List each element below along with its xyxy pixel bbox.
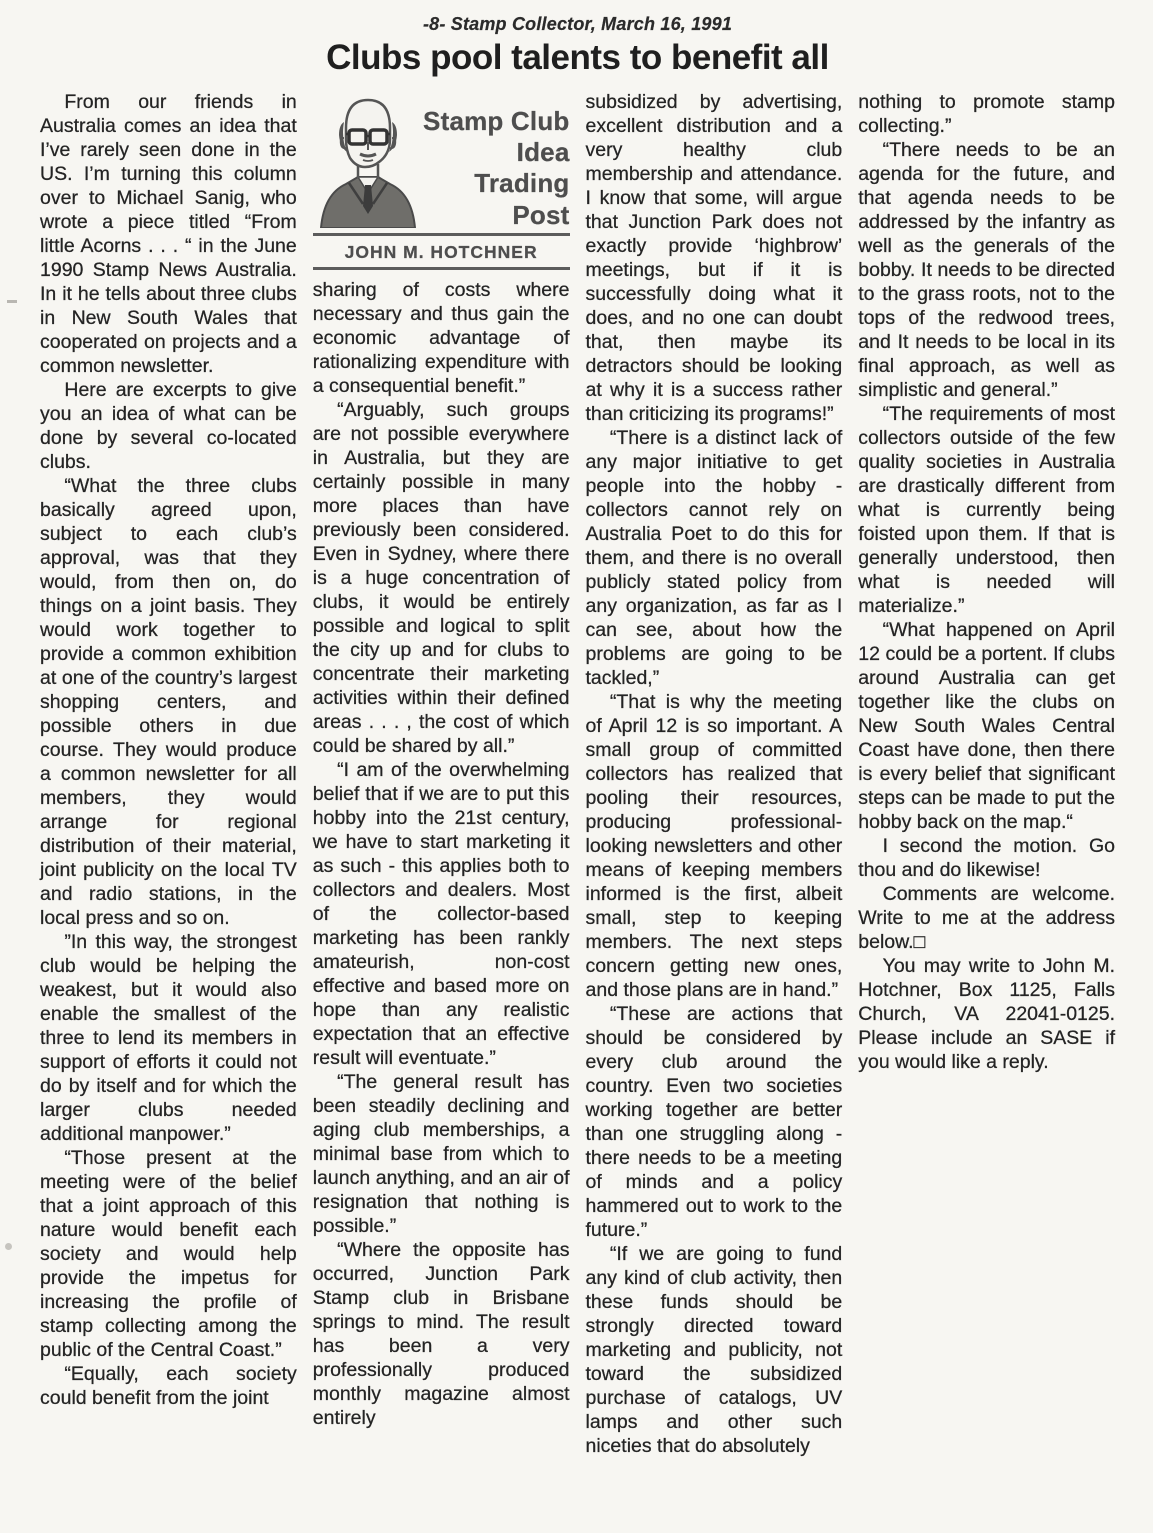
article-paragraph: I second the motion. Go thou and do likewise! — [858, 835, 1115, 881]
article-paragraph: “Where the opposite has occurred, Junction Park Stamp club in Brisbane springs to mind. The result has been a very professionally produced monthly magazine almost entirely — [312, 1238, 570, 1429]
scan-speck — [5, 1243, 12, 1250]
article-column-4 — [858, 90, 1115, 1458]
article-paragraph: Comments are welcome. Write to me at the address below.□ — [858, 883, 1115, 953]
logo-rule-top — [313, 233, 570, 236]
article-paragraph: “Equally, each society could benefit from the joint — [40, 1363, 297, 1409]
page-header: -8- Stamp Collector, March 16, 1991 — [422, 14, 733, 34]
logo-title — [423, 92, 570, 231]
article-column-1 — [40, 90, 297, 1458]
article-paragraph: “Those present at the meeting were of the belief that a joint approach of this nature would benefit each society and would help provide the impetus for increasing the profile of stamp collecting among the public of the Central Coast.” — [40, 1147, 297, 1361]
article-paragraph: “If we are going to fund any kind of club activity, then these funds should be strongly directed toward marketing and publicity, not toward the subsidized purchase of catalogs, UV lamps and other such niceties that do absolutely — [585, 1243, 843, 1457]
article-paragraph: “Arguably, such groups are not possible everywhere in Australia, but they are certainly possible in many more places than have previously been considered. Even in Sydney, where there is a huge concentration of clubs, it would be entirely possible and logical to split the city up and for clubs to concentrate their marketing activities within their defined areas . . . , the cost of which could be shared by all.” — [312, 398, 570, 757]
article-paragraph: “I am of the overwhelming belief that if we are to put this hobby into the 21st century, we have to start marketing it as such - this applies both to collectors and dealers. Most of the collector-based marketing has been rankly amateurish, non-cost effective and based more on hope than any realistic expectation that an effective result will eventuate.” — [312, 758, 570, 1069]
article-paragraph: sharing of costs where necessary and thus gain the economic advantage of rationalizing expenditure with a consequential benefit.” — [312, 278, 570, 397]
column-logo — [313, 92, 570, 270]
article-paragraph: nothing to promote stamp collecting.” — [858, 91, 1115, 137]
article-paragraph: “What the three clubs basically agreed upon, subject to each club’s approval, was that they would, from then on, do things on a joint basis. They would work together to provide a common exhibition at one of the country’s largest shopping centers, and possible others in due course. They would produce a common newsletter for all members, they would arrange for regional distribution of their material, joint publicity on the local TV and radio stations, in the local press and so on. — [40, 475, 297, 929]
article-column-2 — [313, 90, 570, 1458]
article-paragraph: subsidized by advertising, excellent distribution and a very healthy club membership and attendance. I know that some, will argue that Junction Park does not exactly provide ‘highbrow’ meetings, but if it is successfully doing what it does, and no one can doubt that, then maybe its detractors should be looking at why it is a success rather than criticizing its programs!” — [585, 91, 843, 425]
logo-title-line-4: Post — [512, 199, 570, 230]
logo-top — [313, 92, 570, 231]
author-portrait-icon — [313, 92, 423, 228]
article-paragraph: “The general result has been steadily declining and aging club memberships, a minimal base from which to launch anything, and an air of resignation that nothing is possible.” — [312, 1070, 570, 1237]
article-paragraph: Here are excerpts to give you an idea of what can be done by several co-located clubs. — [40, 379, 297, 473]
article-paragraph: “There is a distinct lack of any major initiative to get people into the hobby - collectors cannot rely on Australia Poet to do this for them, and there is no overall publicly stated policy from any organization, as far as I can see, about how the problems are going to be tackled,” — [585, 427, 843, 689]
article-paragraph: “There needs to be an agenda for the future, and that agenda needs to be addressed by the infantry as well as the generals of the bobby. It needs to be directed to the grass roots, not to the tops of the redwood trees, and It needs to be local in its final approach, as well as simplistic and general.” — [858, 139, 1115, 401]
article-paragraph: You may write to John M. Hotchner, Box 1125, Falls Church, VA 22041-0125. Please include an SASE if you would like a reply. — [858, 955, 1115, 1073]
logo-title-line-3: Trading — [474, 168, 570, 199]
article-column-3 — [586, 90, 843, 1458]
article-paragraph: “What happened on April 12 could be a portent. If clubs around Australia can get together like the clubs on New South Wales Central Coast have done, then there is every belief that significant steps can be made to put the hobby back on the map.“ — [858, 619, 1115, 833]
article-paragraph: “These are actions that should be considered by every club around the country. Even two societies working together are better than one struggling along - there needs to be a meeting of minds and a policy hammered out to work to the future.” — [585, 1003, 843, 1241]
article-paragraph: “That is why the meeting of April 12 is so important. A small group of committed collectors has realized that pooling their resources, producing professional-looking newsletters and other means of keeping members informed is the first, albeit small, step to keeping members. The next steps concern getting new ones, and those plans are in hand.” — [585, 691, 843, 1001]
article-columns — [40, 90, 1115, 1458]
article-column-2-text — [313, 278, 570, 1430]
logo-title-line-1: Stamp Club — [423, 106, 570, 136]
logo-byline: JOHN M. HOTCHNER — [344, 241, 538, 262]
logo-rule-bottom — [313, 267, 570, 270]
logo-title-line-2: Idea — [516, 137, 570, 168]
article-headline: Clubs pool talents to benefit all — [326, 38, 829, 77]
scan-speck — [7, 300, 17, 303]
article-paragraph: “The requirements of most collectors outside of the few quality societies in Australia are drastically different from what is currently being foisted upon them. If that is generally understood, then what is needed will materialize.” — [858, 403, 1115, 617]
article-paragraph: ”In this way, the strongest club would be helping the weakest, but it would also enable the smallest of the three to lend its members in support of efforts it could not do by itself and for which the larger clubs needed additional manpower.” — [40, 931, 297, 1145]
article-paragraph: From our friends in Australia comes an idea that I’ve rarely seen done in the US. I’m turning this column over to Michael Sanig, who wrote a piece titled “From little Acorns . . . “ in the June 1990 Stamp News Australia. In it he tells about three clubs in New South Wales that cooperated on projects and a common newsletter. — [40, 91, 297, 377]
